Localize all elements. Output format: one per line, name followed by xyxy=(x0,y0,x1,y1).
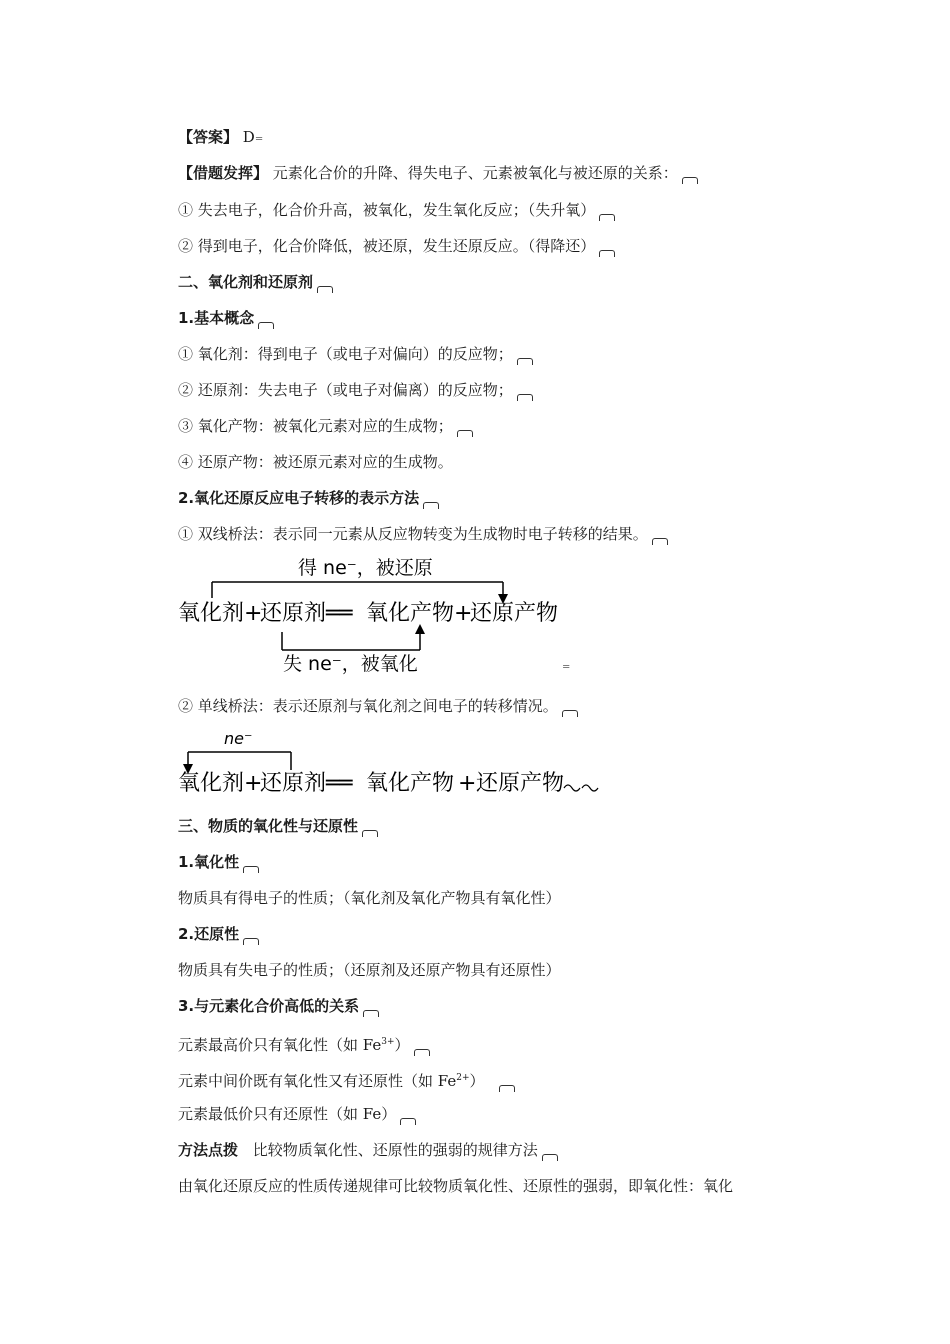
single-bridge-diagram xyxy=(170,726,610,798)
reduction-product-term: 还原产物 xyxy=(470,601,559,626)
paragraph-mark-icon xyxy=(562,710,578,717)
reducing-text: 物质具有失电子的性质；（还原剂及还原产物具有还原性） xyxy=(178,961,561,979)
single-bridge-text: ② 单线桥法：表示还原剂与氧化剂之间电子的转移情况。 xyxy=(178,697,558,715)
reducing-desc xyxy=(178,960,561,980)
plus-sign: + xyxy=(244,601,263,626)
paragraph-mark-icon xyxy=(363,1010,379,1017)
tip-line xyxy=(178,163,698,184)
plus-sign: + xyxy=(244,771,263,796)
reductant-term: 还原剂 xyxy=(260,601,327,626)
sub2-title-text: 2.氧化还原反应电子转移的表示方法 xyxy=(178,489,420,507)
mark: = xyxy=(562,662,571,673)
paragraph-mark-icon xyxy=(652,538,668,545)
valence-item xyxy=(178,1104,416,1125)
charge-superscript: 3+ xyxy=(381,1037,395,1047)
paragraph-mark-icon xyxy=(414,1049,430,1056)
paragraph-mark-icon xyxy=(258,322,274,329)
method-paragraph-text: 由氧化还原反应的性质传递规律可比较物质氧化性、还原性的强弱，即氧化性：氧化 xyxy=(178,1177,734,1195)
double-bridge-diagram xyxy=(170,550,590,680)
paragraph-mark-icon xyxy=(423,502,439,509)
paragraph-mark-icon xyxy=(499,1085,515,1092)
paragraph-mark-icon xyxy=(542,1154,558,1161)
reduction-product-term: 还原产物 xyxy=(476,771,565,796)
answer-value: D xyxy=(242,128,255,146)
section2-title-text: 二、氧化剂和还原剂 xyxy=(178,273,314,291)
concept-text: ③ 氧化产物：被氧化元素对应的生成物； xyxy=(178,417,453,435)
paragraph-mark-icon xyxy=(362,830,378,837)
electron-transfer-label: ne⁻ xyxy=(224,729,253,748)
method-text: 比较物质氧化性、还原性的强弱的规律方法 xyxy=(252,1141,538,1159)
paragraph-mark-icon xyxy=(243,938,259,945)
concept-item xyxy=(178,416,473,437)
rule-text: ① 失去电子，化合价升高，被氧化，发生氧化反应；（失升氧） xyxy=(178,201,596,219)
valence-text-end: ） xyxy=(469,1072,485,1090)
oxidant-term: 氧化剂 xyxy=(178,771,245,796)
section2-sub2-title xyxy=(178,488,439,509)
oxidant-term: 氧化剂 xyxy=(178,601,245,626)
section3-sub3-title xyxy=(178,996,379,1017)
rule-item xyxy=(178,200,615,221)
valence-text: 元素最低价只有还原性（如 Fe） xyxy=(178,1105,397,1123)
paragraph-mark-icon xyxy=(517,394,533,401)
double-bridge-desc xyxy=(178,524,668,545)
single-bridge-desc xyxy=(178,696,578,717)
section2-title xyxy=(178,272,333,293)
paragraph-mark-icon xyxy=(400,1118,416,1125)
reductant-term: 还原剂 xyxy=(260,771,327,796)
charge-superscript: 2+ xyxy=(456,1073,470,1083)
paragraph-mark-icon xyxy=(457,430,473,437)
section3-title xyxy=(178,816,378,837)
sub1-title-text: 1.氧化性 xyxy=(178,853,240,871)
method-label: 方法点拨 xyxy=(178,1141,239,1159)
valence-text: 元素中间价既有氧化性又有还原性（如 Fe xyxy=(178,1072,457,1090)
plus-sign: + xyxy=(458,771,477,796)
paragraph-mark-icon xyxy=(517,358,533,365)
concept-text: ② 还原剂：失去电子（或电子对偏离）的反应物； xyxy=(178,381,513,399)
sub2-title-text: 2.还原性 xyxy=(178,925,240,943)
valence-item xyxy=(178,1032,430,1056)
oxidation-product-term: 氧化产物 xyxy=(366,771,455,796)
paragraph-mark-icon xyxy=(317,286,333,293)
gain-electron-label: 得 ne⁻，被还原 xyxy=(298,557,433,579)
paragraph-mark-icon xyxy=(599,250,615,257)
answer-label: 【答案】 xyxy=(178,128,239,146)
valence-text: 元素最高价只有氧化性（如 Fe xyxy=(178,1036,382,1054)
answer-line xyxy=(178,127,263,150)
paragraph-mark-icon xyxy=(243,866,259,873)
section3-sub2-title xyxy=(178,924,259,945)
concept-text: ① 氧化剂：得到电子（或电子对偏向）的反应物； xyxy=(178,345,513,363)
double-bridge-text: ① 双线桥法：表示同一元素从反应物转变为生成物时电子转移的结果。 xyxy=(178,525,648,543)
rule-item xyxy=(178,236,615,257)
method-paragraph xyxy=(178,1176,733,1196)
tip-text: 元素化合价的升降、得失电子、元素被氧化与被还原的关系： xyxy=(272,164,678,182)
section2-sub1-title xyxy=(178,308,274,329)
section3-sub1-title xyxy=(178,852,259,873)
oxidation-product-term: 氧化产物 xyxy=(366,601,455,626)
section3-title-text: 三、物质的氧化性与还原性 xyxy=(178,817,359,835)
lose-electron-label: 失 ne⁻，被氧化 xyxy=(283,653,418,675)
rule-text: ② 得到电子，化合价降低，被还原，发生还原反应。（得降还） xyxy=(178,237,596,255)
equals-sign: ══ xyxy=(326,771,353,796)
sub1-title-text: 1.基本概念 xyxy=(178,309,255,327)
answer-mark: = xyxy=(254,134,264,145)
oxidizing-text: 物质具有得电子的性质；（氧化剂及氧化产物具有氧化性） xyxy=(178,889,561,907)
equals-sign: ══ xyxy=(326,601,353,626)
concept-item xyxy=(178,344,533,365)
sub3-title-text: 3.与元素化合价高低的关系 xyxy=(178,997,360,1015)
method-line xyxy=(178,1140,558,1161)
concept-item xyxy=(178,380,533,401)
valence-text-end: ） xyxy=(394,1036,410,1054)
tip-label: 【借题发挥】 xyxy=(178,164,269,182)
valence-item xyxy=(178,1068,515,1092)
concept-item xyxy=(178,452,453,472)
paragraph-mark-icon xyxy=(682,177,698,184)
decorative-squiggle-icon xyxy=(564,785,598,791)
oxidizing-desc xyxy=(178,888,561,908)
paragraph-mark-icon xyxy=(599,214,615,221)
plus-sign: + xyxy=(454,601,473,626)
concept-text: ④ 还原产物：被还原元素对应的生成物。 xyxy=(178,453,453,471)
